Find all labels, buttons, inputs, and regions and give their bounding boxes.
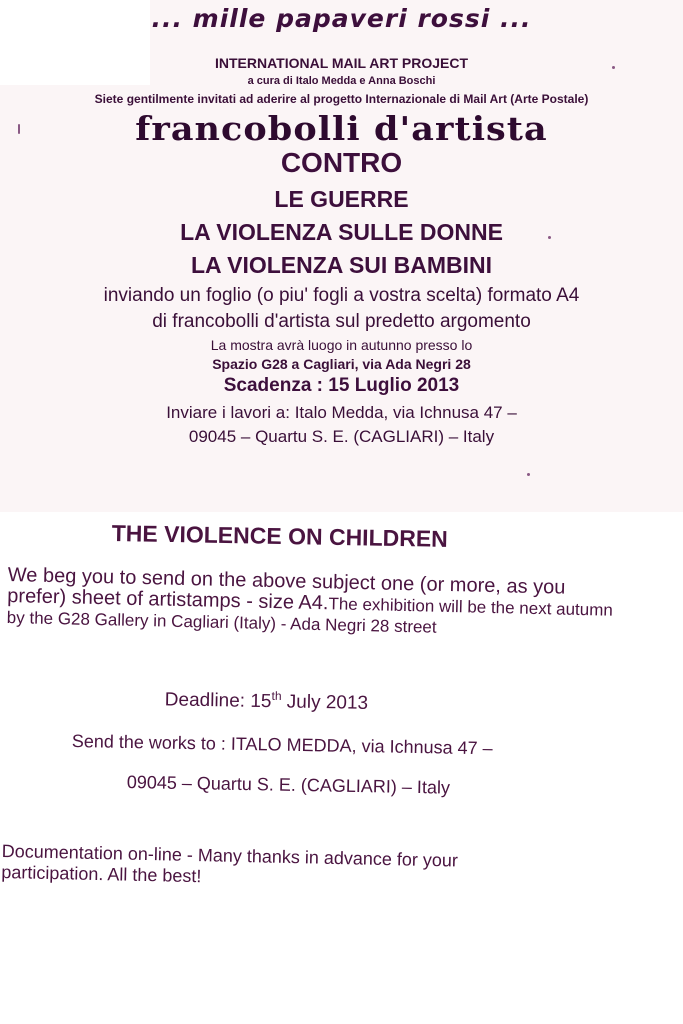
paper-speck (548, 236, 551, 239)
theme-violence-women: LA VIOLENZA SULLE DONNE (180, 219, 503, 245)
english-title: THE VIOLENCE ON CHILDREN (111, 520, 449, 552)
venue-line-1: La mostra avrà luogo in autunno presso lo (210, 337, 473, 353)
paper-speck (612, 66, 615, 69)
instructions-line-1: inviando un foglio (o piu' fogli a vostra scelta) formato A4 (103, 285, 580, 306)
deadline-english-sup: th (271, 688, 282, 704)
send-address-italian-1: Inviare i lavori a: Italo Medda, via Ichnusa 47 – (166, 403, 517, 422)
english-paragraph-part-2: The exhibition will be the next autumn by the G28 Gallery in Cagliari (Italy) - Ada Negri 28 street (6, 594, 614, 637)
theme-wars: LE GUERRE (274, 186, 409, 212)
english-paragraph (7, 565, 628, 642)
venue-line-2: Spazio G28 a Cagliari, via Ada Negri 28 (212, 356, 471, 372)
against-heading: CONTRO (280, 147, 403, 178)
english-paragraph-part-1: We beg you to send on the above subject one (or more, as you prefer) sheet of artistamps - size A4. (7, 564, 566, 615)
deadline-english-prefix: Deadline: 15 (164, 689, 272, 713)
invitation-line: Siete gentilmente invitati ad aderire al progetto Internazionale di Mail Art (Arte Postale) (94, 92, 589, 106)
paper-speck (527, 473, 530, 476)
deadline-english-suffix: July 2013 (281, 691, 369, 714)
instructions-line-2: di francobolli d'artista sul predetto argomento (152, 311, 531, 332)
send-address-english-2: 09045 – Quartu S. E. (CAGLIARI) – Italy (126, 772, 451, 798)
curators-line: a cura di Italo Medda e Anna Boschi (247, 75, 436, 87)
send-address-english-1: Send the works to : ITALO MEDDA, via Ichnusa 47 – (71, 731, 493, 759)
deadline-english (165, 687, 369, 715)
deadline-italian: Scadenza : 15 Luglio 2013 (223, 375, 460, 396)
project-heading: INTERNATIONAL MAIL ART PROJECT (214, 55, 469, 71)
paper-speck (18, 124, 20, 134)
documentation-note: Documentation on-line - Many thanks in advance for your participation. All the best! (1, 841, 459, 887)
stamps-title: francobolli d'artista (135, 109, 548, 148)
send-address-italian-2: 09045 – Quartu S. E. (CAGLIARI) – Italy (188, 427, 495, 446)
brand-title: ... mille papaveri rossi ... (151, 4, 532, 33)
theme-violence-children: LA VIOLENZA SUI BAMBINI (190, 252, 493, 278)
